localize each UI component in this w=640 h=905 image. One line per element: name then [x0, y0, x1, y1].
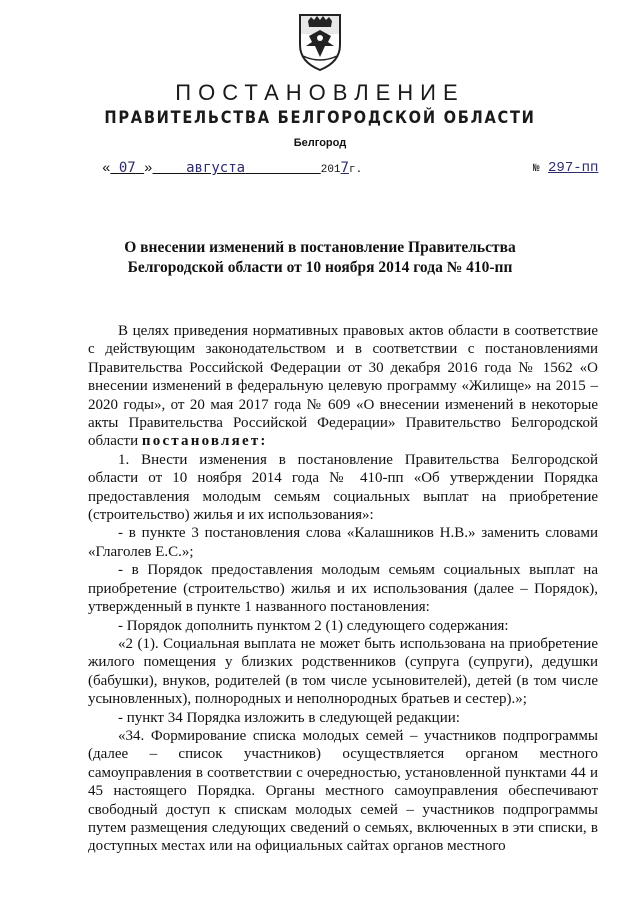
number-label: № — [533, 163, 540, 175]
paragraph-item-1: 1. Внести изменения в постановление Правительства Белгородской области от 10 ноября 2014 года № 410-пп «Об утверждении Порядка предоставления молодым семьям социальных выплат на приобретение (строительство) жилья и их использования»: — [88, 451, 598, 524]
paragraph-item-2: - в пункте 3 постановления слова «Калашников Н.В.» заменить словами «Глаголев Е.С.»; — [88, 525, 598, 560]
document-type-title: ПОСТАНОВЛЕНИЕ — [175, 80, 465, 105]
city-name: Белгород — [293, 137, 347, 149]
date-open-quote: « — [102, 161, 111, 177]
paragraph-item-4: - Порядок дополнить пунктом 2 (1) следующего содержания: — [118, 617, 509, 634]
date-year-digit: 7 — [340, 160, 349, 176]
date-close-quote: » — [144, 161, 153, 177]
paragraph-item-3: - в Порядок предоставления молодым семьям социальных выплат на приобретение (строительство) жилья и их использования (далее – Порядок), утвержденный в пункте 1 названного постановления: — [88, 562, 598, 616]
paragraph-item-6: - пункт 34 Порядка изложить в следующей редакции: — [118, 709, 460, 726]
document-body — [88, 322, 598, 856]
paragraph-preamble — [88, 322, 598, 451]
issuing-authority: ПРАВИТЕЛЬСТВА БЕЛГОРОДСКОЙ ОБЛАСТИ — [104, 108, 536, 128]
date-year-suffix: г. — [348, 164, 363, 176]
document-date — [102, 160, 362, 177]
date-month: августа — [186, 160, 246, 176]
paragraph-item-5: «2 (1). Социальная выплата не может быть использована на приобретение жилого помещения у близких родственников (супруга (супруги), дедушки (бабушки), внуков, родителей (в том числе усыновителей), детей (в том числе усыновленных), полнородных и неполнородных братьев и сестер).»; — [88, 635, 598, 708]
number-value: 297-пп — [548, 160, 599, 176]
date-year-prefix: 201 — [320, 164, 341, 176]
resolution-keyword: постановляет — [141, 433, 261, 450]
document-title-line1: О внесении изменений в постановление Правительства — [124, 239, 516, 256]
document-title-line2: Белгородской области от 10 ноября 2014 года № 410-пп — [127, 259, 513, 276]
coat-of-arms-icon — [297, 12, 343, 72]
document-number — [533, 160, 598, 176]
preamble-text: В целях приведения нормативных правовых актов области в соответствие с действующим законодательством и в соответствии с постановлениями Правительства Российской Федерации от 30 декабря 2016 года № 1562 «О внесении изменений в федеральную целевую программу «Жилище» на 2015 – 2020 годы», от 20 мая 2017 года № 609 «О внесении изменений в некоторые акты Правительства Российской Федерации» Правительство Белгородской области — [88, 323, 598, 450]
preamble-end: : — [260, 433, 266, 450]
document-title — [0, 238, 640, 278]
paragraph-item-7: «34. Формирование списка молодых семей – участников подпрограммы (далее – список участников) осуществляется органом местного самоуправления в соответствии с очередностью, установленной пунктами 44 и 45 настоящего Порядка. Органы местного самоуправления обеспечивают свободный доступ к спискам молодых семей – участников подпрограммы путем размещения следующих сведений о семьях, включенных в эти списки, в доступных местах или на официальных сайтах органов местного — [88, 727, 598, 855]
date-day: 07 — [118, 160, 136, 176]
